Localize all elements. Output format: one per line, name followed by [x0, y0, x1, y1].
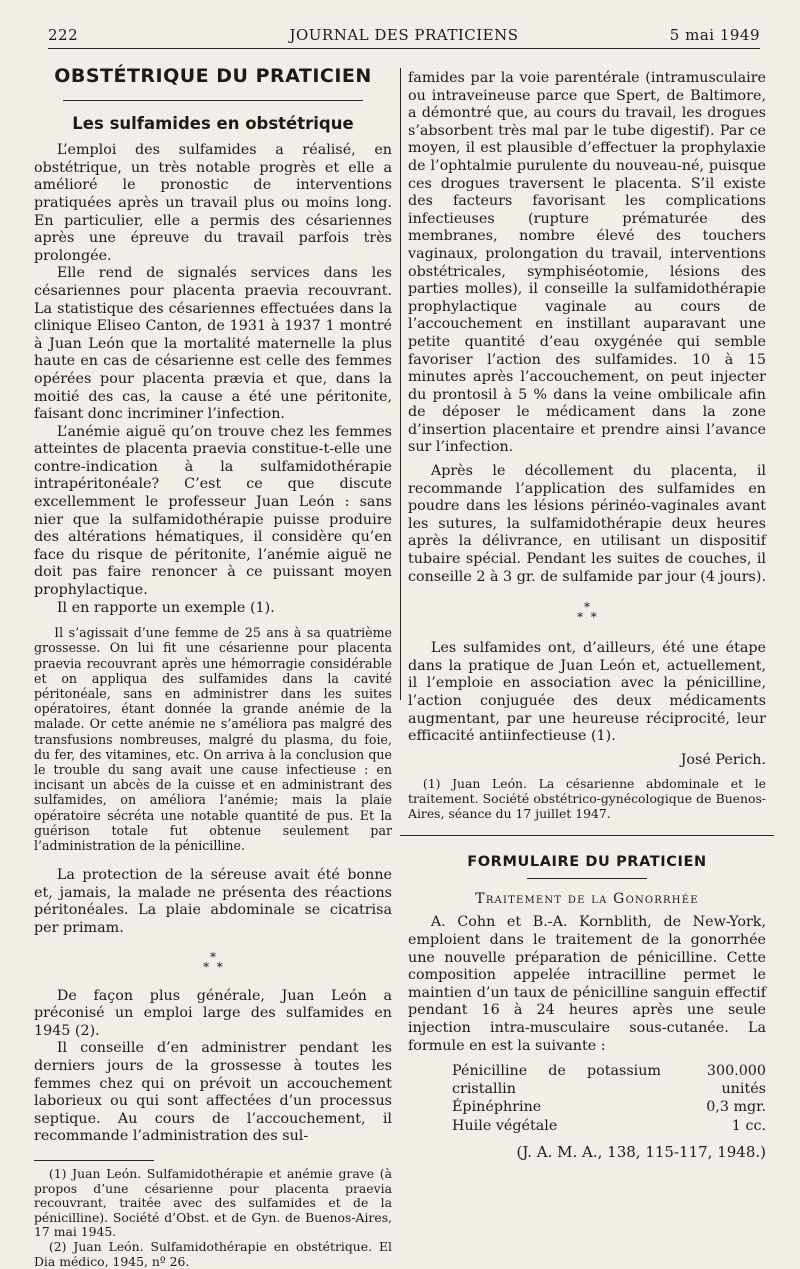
formulary-title: FORMULAIRE DU PRATICIEN [467, 854, 707, 871]
footnote-rule [34, 1160, 154, 1161]
column-divider [400, 68, 401, 700]
paragraph: Les sulfamides ont, d’ailleurs, été une étape dans la pratique de Juan Leόn et, actuellement, il l’emploie en association avec la pénicilline, l’action conjuguée des deux médicaments augmentant, par une heureuse réciprocité, leur efficacité antiinfectieuse (1). [408, 640, 766, 745]
formula-ingredient: Huile végétale [452, 1117, 558, 1134]
formula-quantity: 1 cc. [731, 1117, 766, 1134]
footnote: (2) Juan Leόn. Sulfamidothérapie en obstétrique. El Dia médico, 1945, nº 26. [34, 1238, 392, 1269]
formula-quantity: 300.000 unités [706, 1063, 766, 1097]
section-break-asterisks: * * * [203, 949, 223, 974]
page-number: 222 [48, 26, 79, 44]
footnotes [34, 1167, 392, 1269]
right-column [408, 70, 766, 1162]
paragraph: famides par la voie parentérale (intramusculaire ou intraveineuse parce que Spert, de Baltimore, a démontré que, au cours du travail, les drogues s’absorbent très mal par le tube digestif). Par ce moyen, il est plausible d’effectuer la prophylaxie de l’ophtalmie purulente du nouveau-né, puisque ces drogues traversent le placenta. S’il existe des facteurs favorisant les complications infectieuses (rupture prématurée des membranes, nombre élevé des touchers vaginaux, prolongation du travail, interventions obstétricales, symphiséotomie, lésions des parties molles), il conseille la sulfamidothérapie prophylactique vaginale au cours de l’accouchement en instillant auparavant une petite quantité d’eau oxygénée qui semble favoriser l’action des sulfamides. 10 à 15 minutes après l’accouchement, on peut injecter du prontosil à 5 % dans la veine ombilicale afin de déposer le médicament dans la zone d’insertion placentaire et prendre ainsi l’avance sur l’infection. [408, 70, 766, 456]
formula-ingredient: Pénicilline de potassium cristallin [452, 1063, 661, 1097]
formula-ingredient: Épinéphrine [452, 1099, 542, 1116]
issue-date: 5 mai 1949 [669, 26, 760, 44]
formula-table [452, 1063, 766, 1136]
formula-quantity: 0,3 mgr. [706, 1099, 766, 1116]
section-title-rule [63, 100, 363, 101]
journal-title: JOURNAL DES PRATICIENS [289, 26, 519, 44]
running-header [48, 22, 760, 48]
paragraph: Il conseille d’en administrer pendant les derniers jours de la grossesse à toutes les femmes chez qui on prévoit un accouchement laborieux ou qui sont affectées d’un processus septique. Au cours de l’accouchement, il recommande l’administration des sul- [34, 1040, 392, 1145]
paragraph: De façon plus générale, Juan Leόn a préconisé un emploi large des sulfamides en 1945 (2). [34, 987, 392, 1039]
paragraph: Elle rend de signalés services dans les césariennes pour placenta praevia recouvrant. La statistique des césariennes effectuées dans la clinique Eliseo Canton, de 1931 à 1937 1 montré à Juan Leόn que la mortalité maternelle la plus haute en cas de césarienne est celle des femmes opérées pour placenta prævia et que, dans la moitié des cas, la cause a été une péritonite, faisant donc incriminer l’infection. [34, 265, 392, 423]
section-title: OBSTÉTRIQUE DU PRATICIEN [54, 65, 372, 87]
paragraph: La protection de la séreuse avait été bonne et, jamais, la malade ne présenta des réactions péritonéales. La plaie abdominale se cicatrisa per primam. [34, 867, 392, 937]
footnote: (1) Juan Leόn. Sulfamidothérapie et anémie grave (à propos d’une césarienne pour placenta praevia recouvrant, traitée avec des sulfamides et de la pénicilline). Société d’Obst. et de Gyn. de Buenos-Aires, 17 mai 1945. [34, 1165, 392, 1240]
paragraph: L’anémie aiguë qu’on trouve chez les femmes atteintes de placenta praevia constitue-t-elle une contre-indication à la sulfamidothérapie intrapéritonéale? C’est ce que discute excellemment le professeur Juan Leόn : sans nier que la sulfamidothérapie puisse produire des altérations hématiques, il considère qu’en face du risque de péritonite, l’anémie aiguë ne doit pas faire renoncer à ce puissant moyen prophylactique. [34, 423, 392, 599]
formula-row [452, 1063, 766, 1099]
journal-reference: (J. A. M. A., 138, 115-117, 1948.) [516, 1143, 766, 1162]
paragraph: A. Cohn et B.-A. Kornblith, de New-York, emploient dans le traitement de la gonorrhée une nouvelle préparation de pénicilline. Cette composition appelée intracilline permet le maintien d’un taux de pénicilline sanguin effectif pendant 16 à 24 heures après une seule injection intra-musculaire sous-cutanée. La formule en est la suivante : [408, 914, 766, 1054]
left-column [34, 62, 392, 1269]
treatment-title: Traitement de la Gonorrhée [475, 890, 699, 907]
footnotes [408, 777, 766, 821]
footnote: (1) Juan Leόn. La césarienne abdominale et le traitement. Société obstétrico-gynécologique de Buenos-Aires, séance du 17 juillet 1947. [408, 776, 766, 821]
author-signature: José Perich. [680, 751, 766, 768]
paragraph: Il en rapporte un exemple (1). [56, 599, 275, 616]
formula-row [452, 1118, 766, 1137]
formula-row [452, 1099, 766, 1118]
case-report: Il s’agissait d’une femme de 25 ans à sa quatrième grossesse. On lui fit une césarienne pour placenta praevia recouvrant après une hémorragie considérable et on appliqua des sulfamides dans la cavité péritonéale, sans en administrer dans les suites opératoires, étant donnée la grande anémie de la malade. Or cette anémie ne s’améliora pas malgré des transfusions nombreuses, malgré du plasma, du foie, du fer, des vitamines, etc. On arriva à la conclusion que le trouble du sang avait une cause infectieuse : en incisant un abcès de la cuisse et en administrant des sulfamides, on améliora l’anémie; mais la plaie opératoire sécréta une notable quantité de pus. Et la guérison totale fut obtenue seulement par l’administration de la pénicilline. [34, 625, 392, 854]
section-break-asterisks: * * * [577, 600, 597, 625]
paragraph: L’emploi des sulfamides a réalisé, en obstétrique, un très notable progrès et elle a amélioré le pronostic de interventions pratiquées après un travail plus ou moins long. En particulier, elle a permis des césariennes après une épreuve du travail parfois très prolongée. [34, 142, 392, 264]
section-separator [400, 835, 774, 836]
paragraph: Après le décollement du placenta, il recommande l’application des sulfamides en poudre dans les lésions périnéo-vaginales avant les sutures, la sulfamidothérapie deux heures après la délivrance, en utilisant un dispositif tubaire spécial. Pendant les suites de couches, il conseille 2 à 3 gr. de sulfamide par jour (4 jours). [408, 463, 767, 585]
formulary-title-rule [527, 878, 647, 879]
header-rule [48, 48, 760, 49]
article-title: Les sulfamides en obstétrique [72, 113, 354, 133]
